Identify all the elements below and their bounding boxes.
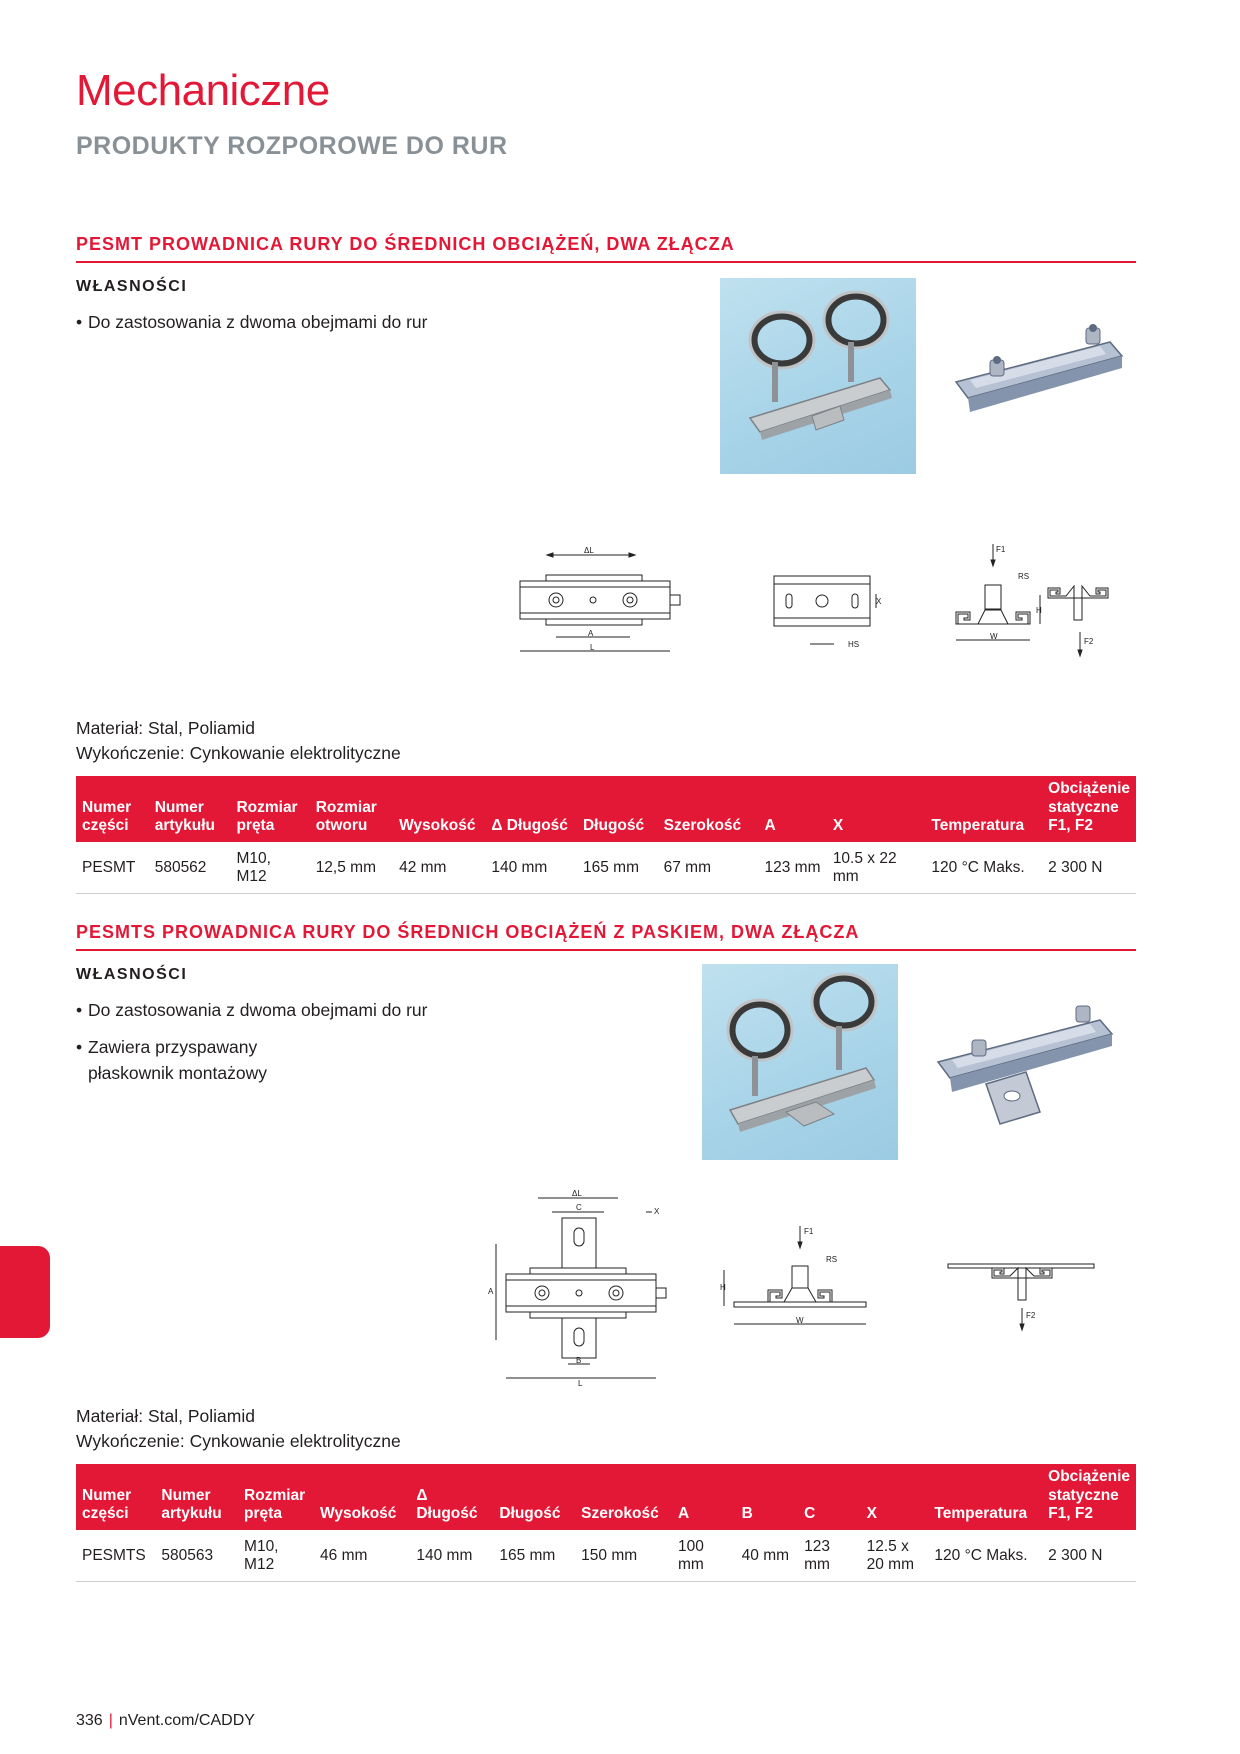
table-cell: 123 mm — [759, 842, 827, 894]
column-header: Szerokość — [575, 1464, 672, 1530]
dim-label-f1: F1 — [996, 545, 1006, 554]
column-header: Wysokość — [393, 776, 485, 842]
dim-label-rs: RS — [1018, 572, 1030, 581]
properties-list — [76, 310, 456, 347]
table-cell: 140 mm — [485, 842, 577, 894]
dim-label-rs: RS — [826, 1255, 838, 1264]
column-header: Temperatura — [928, 1464, 1042, 1530]
product-photo — [702, 964, 898, 1160]
finish-line: Wykończenie: Cynkowanie elektrolityczne — [76, 743, 401, 763]
column-header: Numer części — [76, 1464, 155, 1530]
section-tab — [0, 1246, 50, 1338]
footer-link[interactable]: nVent.com/CADDY — [118, 1712, 255, 1729]
material-line: Materiał: Stal, Poliamid — [76, 1406, 255, 1426]
page-title: Mechaniczne — [76, 66, 330, 115]
column-header: Długość — [577, 776, 658, 842]
column-header: Rozmiar pręta — [238, 1464, 314, 1530]
page-subtitle: PRODUKTY ROZPOROWE DO RUR — [76, 132, 508, 160]
column-header: Obciążenie statyczne F1, F2 — [1042, 776, 1136, 842]
column-header: Długość — [493, 1464, 575, 1530]
product-part-photo — [950, 320, 1130, 430]
table-cell: PESMT — [76, 842, 149, 894]
dim-label-a: A — [488, 1287, 494, 1296]
dim-label-w: W — [990, 632, 998, 641]
dim-label-dl: ΔL — [584, 546, 594, 555]
footer-separator: | — [108, 1712, 113, 1729]
table-cell: 120 °C Maks. — [925, 842, 1042, 894]
table-cell: 2 300 N — [1042, 1530, 1136, 1582]
dim-label-dl: ΔL — [572, 1189, 582, 1198]
finish-line: Wykończenie: Cynkowanie elektrolityczne — [76, 1431, 401, 1451]
list-item: • Do zastosowania z dwoma obejmami do rur — [76, 310, 456, 335]
table-cell: 12.5 x 20 mm — [861, 1530, 929, 1582]
section-heading: PESMTS PROWADNICA RURY DO ŚREDNICH OBCIĄŻEŃ Z PASKIEM, DWA ZŁĄCZA — [76, 922, 1136, 951]
top-view-diagram — [486, 1188, 686, 1388]
list-item: • Do zastosowania z dwoma obejmami do rur — [76, 998, 316, 1023]
column-header: Δ Długość — [485, 776, 577, 842]
table-cell: 580563 — [155, 1530, 238, 1582]
dim-label-f1: F1 — [804, 1227, 814, 1236]
table-cell: M10, M12 — [238, 1530, 314, 1582]
list-item: • Zawiera przyspawany płaskownik montażowy — [76, 1035, 316, 1086]
dim-label-x: X — [654, 1207, 660, 1216]
table-cell: 46 mm — [314, 1530, 410, 1582]
dim-label-c: C — [576, 1203, 582, 1212]
properties-label: WŁASNOŚCI — [76, 966, 188, 983]
dim-label-x: X — [876, 597, 882, 606]
dim-label-w: W — [796, 1316, 804, 1325]
column-header: X — [861, 1464, 929, 1530]
dim-label-f2: F2 — [1084, 637, 1094, 646]
column-header: Rozmiar otworu — [310, 776, 393, 842]
page-number: 336 — [76, 1712, 103, 1729]
dim-label-b: B — [576, 1356, 582, 1365]
table-cell: 67 mm — [658, 842, 759, 894]
table-cell: 580562 — [149, 842, 231, 894]
footer — [76, 1712, 255, 1730]
column-header: Δ Długość — [410, 1464, 493, 1530]
column-header: Szerokość — [658, 776, 759, 842]
table-cell: 120 °C Maks. — [928, 1530, 1042, 1582]
column-header: Temperatura — [925, 776, 1042, 842]
column-header: Numer artykułu — [149, 776, 231, 842]
section-heading: PESMT PROWADNICA RURY DO ŚREDNICH OBCIĄŻEŃ, DWA ZŁĄCZA — [76, 234, 1136, 263]
spec-table — [76, 776, 1136, 894]
inverted-section-diagram — [946, 1260, 1096, 1340]
table-cell: 165 mm — [577, 842, 658, 894]
properties-list — [76, 998, 428, 1098]
dim-label-hs: HS — [848, 640, 860, 649]
column-header: Numer części — [76, 776, 149, 842]
material-line: Materiał: Stal, Poliamid — [76, 718, 255, 738]
side-view-diagram — [760, 570, 890, 660]
table-cell: 140 mm — [410, 1530, 493, 1582]
column-header: Obciążenie statyczne F1, F2 — [1042, 1464, 1136, 1530]
table-cell: 12,5 mm — [310, 842, 393, 894]
column-header: C — [798, 1464, 861, 1530]
dim-label-a: A — [588, 629, 594, 638]
top-view-diagram — [500, 545, 690, 675]
table-header-row — [76, 1464, 1136, 1530]
table-cell: 10.5 x 22 mm — [827, 842, 926, 894]
dim-label-h: H — [720, 1283, 726, 1292]
table-cell: 123 mm — [798, 1530, 861, 1582]
table-header-row — [76, 776, 1136, 842]
table-cell: 100 mm — [672, 1530, 736, 1582]
table-cell: 165 mm — [493, 1530, 575, 1582]
dim-label-l: L — [578, 1379, 583, 1388]
column-header: X — [827, 776, 926, 842]
table-cell: 2 300 N — [1042, 842, 1136, 894]
column-header: B — [736, 1464, 798, 1530]
table-row — [76, 1530, 1136, 1582]
dim-label-f2: F2 — [1026, 1311, 1036, 1320]
table-row — [76, 842, 1136, 894]
column-header: Rozmiar pręta — [230, 776, 309, 842]
table-cell: 150 mm — [575, 1530, 672, 1582]
dim-label-h: H — [1036, 606, 1042, 615]
column-header: Wysokość — [314, 1464, 410, 1530]
column-header: A — [672, 1464, 736, 1530]
table-cell: 40 mm — [736, 1530, 798, 1582]
dim-label-l: L — [590, 643, 595, 652]
table-cell: PESMTS — [76, 1530, 155, 1582]
table-cell: 42 mm — [393, 842, 485, 894]
product-part-photo — [930, 1000, 1130, 1130]
cross-section-diagram — [940, 540, 1120, 670]
column-header: A — [759, 776, 827, 842]
product-photo — [720, 278, 916, 474]
properties-label: WŁASNOŚCI — [76, 278, 188, 295]
column-header: Numer artykułu — [155, 1464, 238, 1530]
spec-table — [76, 1464, 1136, 1582]
table-cell: M10, M12 — [230, 842, 309, 894]
cross-section-diagram — [712, 1222, 882, 1342]
